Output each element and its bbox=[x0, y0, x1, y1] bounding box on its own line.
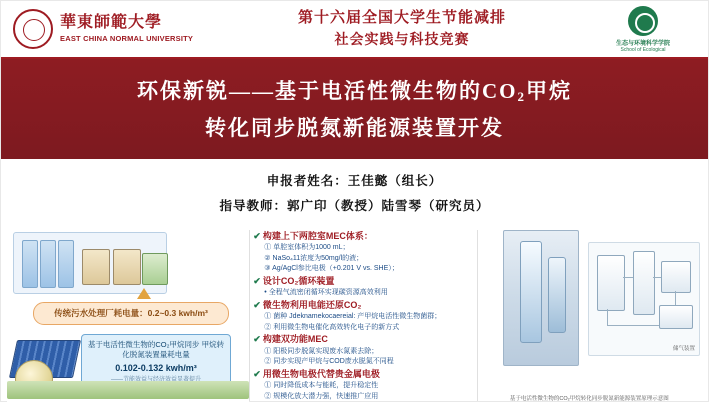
bullet-sub: • 全程气流密闭循环实现碳资源高效利用 bbox=[264, 289, 388, 297]
bullet-sub: ② 规模化放大潜力强，快速推广应用 bbox=[264, 392, 379, 400]
poster-body bbox=[1, 228, 708, 403]
check-mark-icon: ✔ bbox=[253, 334, 261, 345]
bullet-head-label: 构建双功能MEC bbox=[262, 334, 328, 345]
school-name-cn: 生态与环境科学学院 bbox=[615, 40, 670, 47]
bullet-sub: ① 阳极同步脱氮实现废水氮素去除； bbox=[264, 347, 379, 355]
system-schematic-diagram bbox=[588, 242, 700, 356]
bullet-sub: ② 利用微生物电催化高效转化电子的新方式 bbox=[264, 323, 400, 331]
conventional-energy-callout: 传统污水处理厂耗电量：0.2~0.3 kwh/m³ bbox=[33, 302, 229, 325]
poster-title-line2: 转化同步脱氮新能源装置开发 bbox=[205, 115, 504, 140]
university-seal-icon bbox=[13, 9, 53, 49]
university-name-en: EAST CHINA NORMAL UNIVERSITY bbox=[60, 33, 194, 43]
bullet-head-label: 设计CO₂循环装置 bbox=[262, 275, 335, 286]
ground-decoration bbox=[7, 381, 249, 399]
bullet-sub: ③ Ag/AgCl参比电极（+0.201 V vs. SHE）； bbox=[264, 265, 399, 273]
check-mark-icon: ✔ bbox=[253, 299, 261, 310]
author-block bbox=[1, 159, 708, 228]
schematic-label: 储气装置 bbox=[672, 345, 695, 352]
bullet-head-label: 构建上下两腔室MEC体系： bbox=[262, 230, 373, 241]
reactor-device-photo bbox=[503, 230, 579, 366]
poster-title-subscript: 2 bbox=[517, 89, 526, 104]
check-mark-icon: ✔ bbox=[253, 230, 261, 241]
competition-title-line1: 第十六届全国大学生节能减排 bbox=[297, 10, 506, 27]
figure-caption: 基于电活性微生物的CO₂甲烷转化同步脱氮新能源装置原理示意图 bbox=[509, 395, 669, 402]
applicant-name: 申报者姓名：王佳懿（组长） bbox=[266, 173, 443, 188]
energy-comparison-diagram bbox=[7, 228, 249, 403]
poster-title-banner bbox=[1, 59, 708, 159]
bullet-head bbox=[253, 275, 472, 289]
left-column bbox=[7, 228, 249, 403]
bullet-sub: ① 同时降低成本与能耗，提升稳定性 bbox=[264, 382, 379, 390]
bullet-head bbox=[253, 333, 472, 347]
column-divider bbox=[249, 230, 250, 401]
university-logo-text bbox=[60, 15, 193, 43]
bullet-sub: ② 同步实现产甲烷与COD废水脱氮不同程 bbox=[264, 358, 394, 366]
eco-leaf-seal-icon bbox=[628, 6, 658, 36]
new-device-line1: 基于电活性微生物的CO₂甲烷同步 bbox=[87, 339, 200, 349]
column-divider bbox=[477, 230, 478, 401]
check-mark-icon: ✔ bbox=[253, 275, 261, 286]
device-figure-group bbox=[477, 228, 702, 403]
check-mark-icon: ✔ bbox=[253, 368, 261, 379]
right-column bbox=[477, 228, 702, 403]
bullet-head bbox=[253, 230, 472, 244]
feature-bullet-list bbox=[253, 228, 472, 403]
bullet-head bbox=[253, 299, 472, 313]
poster-title-line1 bbox=[11, 73, 698, 110]
competition-title bbox=[216, 7, 588, 51]
university-logo bbox=[1, 9, 216, 49]
poster-header bbox=[1, 1, 708, 59]
poster-title-line1-main: 环保新锐——基于电活性微生物的CO bbox=[137, 79, 518, 103]
advisor-names: 指导教师：郭广印（教授）陆雪琴（研究员） bbox=[219, 199, 490, 214]
new-device-line2: 甲烷转化脱氮装置量耗电量 bbox=[122, 339, 225, 359]
wastewater-plant-icon bbox=[13, 232, 167, 294]
competition-title-line2: 社会实践与科技竞赛 bbox=[334, 32, 470, 48]
poster-title-line1-tail: 甲烷 bbox=[526, 79, 572, 103]
up-arrow-icon bbox=[137, 288, 151, 299]
bullet-sub: ① 菌种 Jdeknamekocaereial: 产甲烷电活性微生物菌群； bbox=[264, 313, 442, 321]
bullet-head-label: 微生物利用电能还原CO₂ bbox=[262, 299, 362, 310]
bullet-head-label: 用微生物电极代替贵金属电极 bbox=[262, 368, 380, 379]
bullet-head bbox=[253, 368, 472, 382]
university-name-cn: 華東師範大學 bbox=[60, 13, 163, 31]
middle-column bbox=[249, 228, 476, 403]
new-device-value: 0.102-0.132 kwh/m³ bbox=[115, 363, 197, 373]
school-name-en: School of Ecological bbox=[620, 46, 666, 53]
school-logo bbox=[588, 6, 708, 53]
bullet-sub: ① 单腔室体积为1000 mL； bbox=[264, 244, 350, 252]
bullet-sub: ② NaSo₄11浓度为50mg/l的液； bbox=[264, 254, 364, 262]
